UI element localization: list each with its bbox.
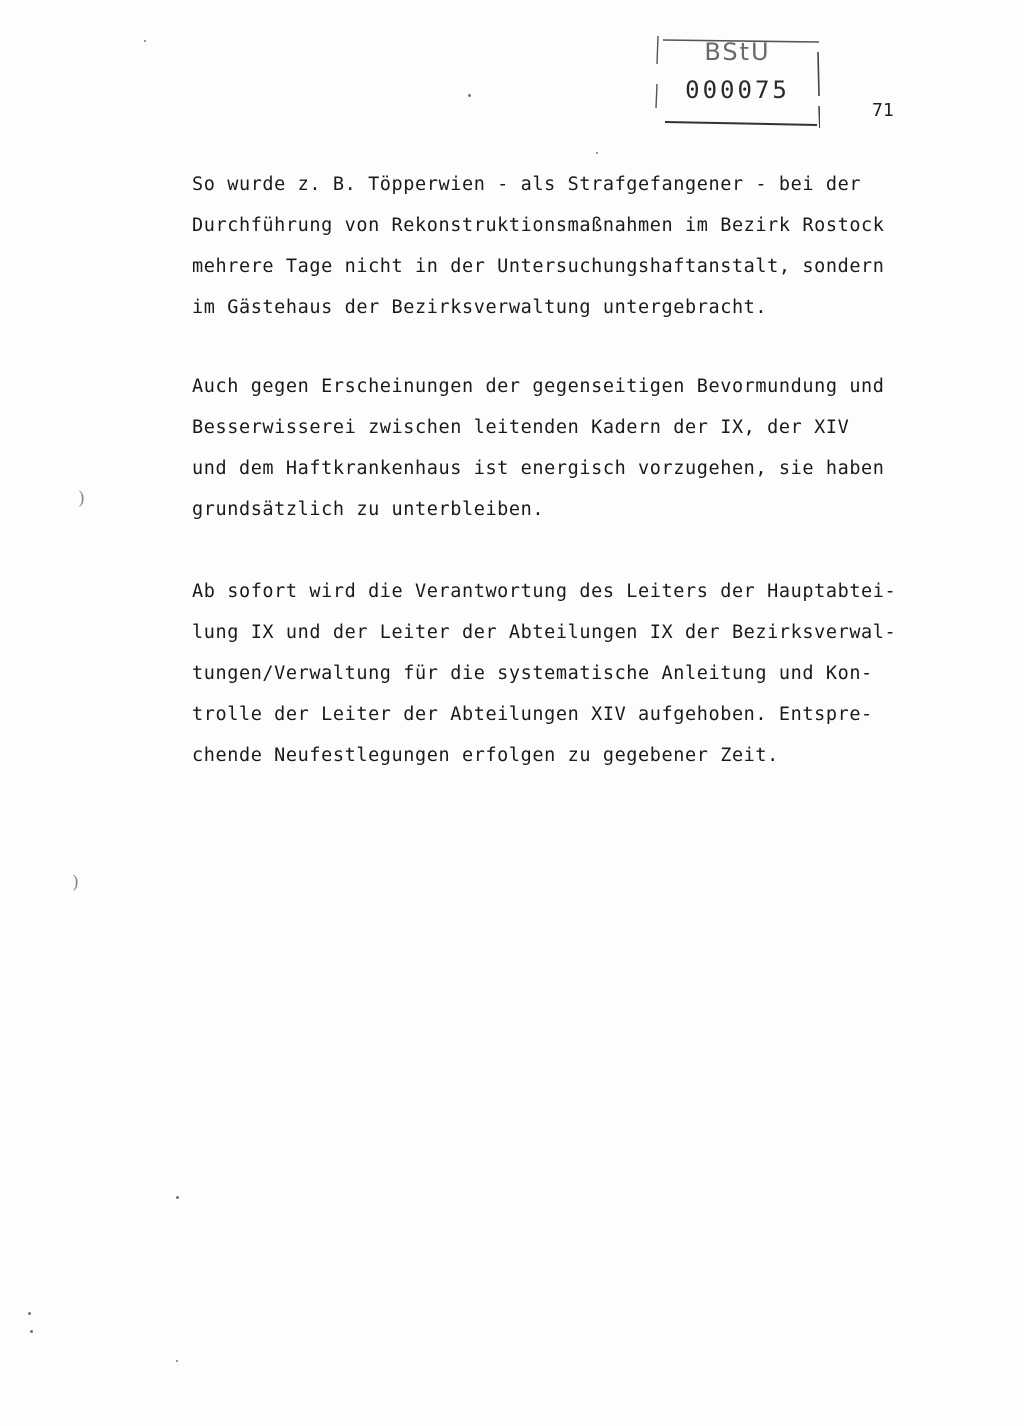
text-line: im Gästehaus der Bezirksverwaltung untergebracht. (192, 297, 768, 318)
text-line: mehrere Tage nicht in der Untersuchungshaftanstalt, sondern (192, 256, 885, 277)
scan-speck (144, 40, 146, 42)
text-line: So wurde z. B. Töpperwien - als Strafgefangener - bei der (192, 174, 862, 195)
text-line: Ab sofort wird die Verantwortung des Leiters der Hauptabtei- (192, 581, 897, 602)
text-line: trolle der Leiter der Abteilungen XIV aufgehoben. Entspre- (192, 704, 873, 725)
scan-speck (28, 1312, 31, 1315)
text-line: Besserwisserei zwischen leitenden Kadern der IX, der XIV (192, 417, 850, 438)
text-line: Durchführung von Rekonstruktionsmaßnahmen im Bezirk Rostock (192, 215, 885, 236)
paragraph-3 (192, 571, 952, 776)
text-line: chende Neufestlegungen erfolgen zu gegebener Zeit. (192, 745, 779, 766)
text-line: tungen/Verwaltung für die systematische Anleitung und Kon- (192, 663, 873, 684)
scan-speck (596, 152, 598, 154)
paragraph-1 (192, 164, 952, 328)
scan-speck (30, 1330, 33, 1333)
scan-speck (176, 1360, 178, 1362)
text-line: grundsätzlich zu unterbleiben. (192, 499, 545, 520)
scan-speck (176, 1196, 179, 1199)
text-line: und dem Haftkrankenhaus ist energisch vorzugehen, sie haben (192, 458, 885, 479)
scan-mark: ) (78, 488, 86, 509)
scan-mark: ) (72, 872, 80, 893)
scan-speck (468, 94, 471, 97)
page-number: 71 (872, 100, 894, 121)
text-line: Auch gegen Erscheinungen der gegenseitigen Bevormundung und (192, 376, 885, 397)
stamp-page-code: 000075 (685, 76, 790, 104)
paragraph-2 (192, 366, 952, 530)
text-line: lung IX und der Leiter der Abteilungen IX der Bezirksverwal- (192, 622, 897, 643)
stamp-archive-label: BStU (704, 38, 771, 66)
archive-stamp (655, 36, 820, 128)
